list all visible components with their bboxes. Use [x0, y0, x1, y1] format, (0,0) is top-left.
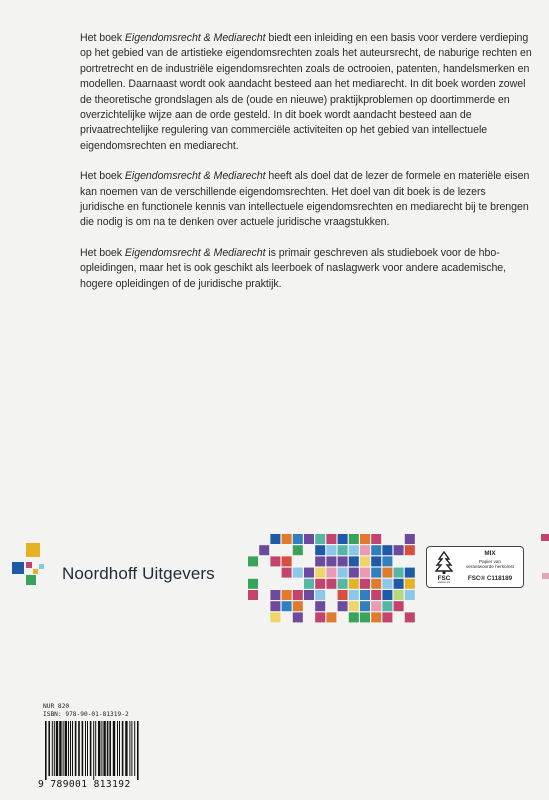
- mosaic-tile: [394, 590, 404, 600]
- fsc-certification-label: [426, 546, 524, 588]
- mosaic-tile: [293, 568, 303, 578]
- book-title: Eigendomsrecht & Mediarecht: [124, 32, 266, 44]
- barcode-bar: [109, 721, 111, 776]
- mosaic-tile: [293, 545, 303, 555]
- mosaic-tile: [360, 601, 370, 611]
- barcode-bar: [85, 721, 86, 776]
- mosaic-tile: [270, 556, 280, 566]
- mosaic-tile: [394, 579, 404, 589]
- mosaic-tile: [248, 579, 258, 589]
- mosaic-tile: [315, 601, 325, 611]
- mosaic-tile: [405, 545, 415, 555]
- mosaic-tile: [360, 556, 370, 566]
- mosaic-tile: [338, 579, 348, 589]
- barcode-bar: [98, 721, 100, 776]
- barcode-bar: [72, 721, 73, 776]
- blurb-p1-intro: Het boek: [80, 32, 125, 44]
- barcode-bar: [93, 721, 94, 780]
- mosaic-tile: [304, 590, 314, 600]
- barcode-bar: [52, 721, 53, 776]
- mosaic-tile: [405, 568, 415, 578]
- mosaic-tile: [371, 601, 381, 611]
- blurb-p1-body: biedt een inleiding en een basis voor verdere verdieping op het gebied van de artistieke eigendomsrechten zoals het auteursrecht, de naburige rechten en portretrecht en de industriële eigendomsrechten zoals de octrooien, patenten, handelsmerken en modellen. Daarnaast wordt ook aandacht besteed aan het mediarecht. In dit boek worden zowel de theoretische grondslagen als de (oude en nieuwe) praktijkproblemen op doortimmerde en overzichtelijke wijze aan de orde gesteld. In dit boek wordt aandacht besteed aan de privaatrechtelijke regulering van commerciële activiteiten op het gebied van intellectuele eigendomsrechten en mediarecht.: [80, 32, 532, 152]
- barcode-bar: [63, 721, 64, 776]
- mosaic-tile: [360, 612, 370, 622]
- mosaic-tile: [315, 545, 325, 555]
- barcode-bar: [78, 721, 80, 776]
- mosaic-tile: [338, 601, 348, 611]
- blurb-paragraph-2: [80, 169, 532, 231]
- mosaic-tile: [371, 568, 381, 578]
- barcode-bar: [87, 721, 88, 776]
- mosaic-tile: [371, 590, 381, 600]
- fsc-tree-logo-icon: [431, 550, 457, 583]
- mosaic-tile: [360, 590, 370, 600]
- barcode-digits: 9 789001 813192: [38, 779, 131, 790]
- barcode-bar: [101, 721, 102, 776]
- mosaic-tile: [394, 601, 404, 611]
- mosaic-tile: [360, 545, 370, 555]
- mosaic-tile: [248, 556, 258, 566]
- mosaic-tile: [315, 568, 325, 578]
- mosaic-tile: [371, 556, 381, 566]
- barcode-bar: [134, 721, 135, 776]
- barcode-bar: [117, 721, 118, 776]
- mosaic-tile: [338, 556, 348, 566]
- mosaic-tile: [304, 534, 314, 544]
- barcode-bar: [119, 721, 120, 776]
- mosaic-tile: [326, 612, 336, 622]
- mosaic-tile: [371, 534, 381, 544]
- mosaic-tile: [248, 590, 258, 600]
- mosaic-tile: [293, 612, 303, 622]
- mosaic-tile: [315, 612, 325, 622]
- mosaic-tile: [349, 612, 359, 622]
- noordhoff-logo-icon: [12, 543, 56, 587]
- mosaic-tile: [382, 545, 392, 555]
- mosaic-tile: [349, 590, 359, 600]
- barcode-bar: [113, 721, 115, 776]
- fsc-logo-text: FSC: [437, 575, 451, 582]
- barcode-bar: [59, 721, 61, 776]
- mosaic-tile: [360, 579, 370, 589]
- mosaic-tile: [293, 601, 303, 611]
- edge-color-mark: [541, 534, 549, 541]
- mosaic-tile: [405, 590, 415, 600]
- mosaic-tile: [349, 568, 359, 578]
- mosaic-tile: [282, 568, 292, 578]
- mosaic-tile: [382, 590, 392, 600]
- fsc-claim-line-2: verantwoorde herkomst: [465, 564, 514, 570]
- barcode-bar: [122, 721, 124, 776]
- mosaic-tile: [270, 601, 280, 611]
- fsc-site-text: www.fsc.org: [437, 582, 451, 583]
- mosaic-tile: [326, 568, 336, 578]
- mosaic-tile: [382, 568, 392, 578]
- mosaic-tile: [315, 579, 325, 589]
- mosaic-tile: [382, 601, 392, 611]
- publisher-name: Noordhoff Uitgevers: [62, 564, 215, 583]
- mosaic-tile: [338, 568, 348, 578]
- blurb-p3-body: is primair geschreven als studieboek voor de hbo-opleidingen, maar het is ook geschikt als leerboek of naslagwerk voor andere academische, hogere opleidingen of de juridische praktijk.: [80, 246, 507, 290]
- mosaic-tile: [338, 534, 348, 544]
- mosaic-tile: [371, 579, 381, 589]
- barcode-bar: [75, 721, 77, 776]
- barcode-bar: [70, 721, 71, 776]
- mosaic-tile: [360, 534, 370, 544]
- barcode-bar: [137, 721, 139, 780]
- barcode-bar: [125, 721, 127, 776]
- mosaic-tile: [382, 612, 392, 622]
- mosaic-tile: [394, 568, 404, 578]
- mosaic-tile: [293, 534, 303, 544]
- barcode-bar: [95, 721, 96, 776]
- back-cover-blurb: [80, 31, 532, 307]
- mosaic-tile: [315, 590, 325, 600]
- mosaic-tile: [282, 556, 292, 566]
- edge-color-mark: [542, 573, 549, 579]
- book-title: Eigendomsrecht & Mediarecht: [124, 246, 266, 259]
- color-mosaic-pattern: [248, 534, 416, 624]
- mosaic-tile: [382, 556, 392, 566]
- mosaic-tile: [315, 534, 325, 544]
- blurb-paragraph-1: [80, 31, 532, 154]
- barcode-bar: [131, 721, 132, 776]
- mosaic-tile: [394, 545, 404, 555]
- mosaic-tile: [326, 556, 336, 566]
- mosaic-tile: [349, 556, 359, 566]
- mosaic-tile: [338, 545, 348, 555]
- mosaic-tile: [315, 556, 325, 566]
- mosaic-tile: [326, 545, 336, 555]
- mosaic-tile: [349, 545, 359, 555]
- mosaic-tile: [405, 612, 415, 622]
- mosaic-tile: [349, 534, 359, 544]
- mosaic-tile: [349, 579, 359, 589]
- mosaic-tile: [338, 590, 348, 600]
- barcode-bar: [56, 721, 58, 776]
- barcode-bar: [45, 721, 47, 780]
- mosaic-tile: [270, 590, 280, 600]
- mosaic-tile: [405, 534, 415, 544]
- barcode-bar: [65, 721, 67, 776]
- mosaic-tile: [405, 579, 415, 589]
- mosaic-tile: [293, 590, 303, 600]
- barcode-bar: [129, 721, 130, 776]
- barcode-bar: [68, 721, 69, 776]
- mosaic-tile: [304, 579, 314, 589]
- blurb-p2-body: heeft als doel dat de lezer de formele en materiële eisen kan noemen van de verschillende eigendomsrechten. Het doel van dit boek is de lezers juridische en functionele kennis van intellectuele eigendomsrechten en mediarecht bij te brengen die nodig is om na te denken over actuele juridische vraagstukken.: [80, 170, 530, 229]
- barcode-bar: [82, 721, 84, 776]
- fsc-mix-label: MIX: [484, 550, 496, 557]
- mosaic-tile: [371, 545, 381, 555]
- mosaic-tile: [349, 601, 359, 611]
- mosaic-tile: [270, 612, 280, 622]
- mosaic-tile: [282, 534, 292, 544]
- barcode-bar: [54, 721, 55, 776]
- mosaic-tile: [382, 579, 392, 589]
- blurb-paragraph-3: [80, 246, 532, 292]
- mosaic-tile: [360, 568, 370, 578]
- blurb-p3-intro: Het boek: [80, 246, 125, 259]
- nur-code: NUR 820: [43, 703, 70, 710]
- mosaic-tile: [282, 590, 292, 600]
- mosaic-tile: [270, 534, 280, 544]
- mosaic-tile: [326, 534, 336, 544]
- mosaic-tile: [304, 568, 314, 578]
- fsc-claim-line-1: Papier van: [479, 559, 501, 564]
- blurb-p2-intro: Het boek: [80, 170, 125, 183]
- mosaic-tile: [282, 601, 292, 611]
- mosaic-tile: [371, 612, 381, 622]
- book-title: Eigendomsrecht & Mediarecht: [124, 170, 266, 183]
- barcode-bar: [90, 721, 92, 776]
- mosaic-tile: [259, 545, 269, 555]
- barcode-bar: [107, 721, 109, 776]
- barcode-bar: [48, 721, 50, 776]
- book-codes: [43, 703, 129, 719]
- mosaic-tile: [326, 579, 336, 589]
- isbn-code: ISBN: 978-90-01-81319-2: [43, 711, 129, 718]
- isbn-barcode: [43, 721, 141, 780]
- barcode-bar: [103, 721, 105, 776]
- fsc-license-code: FSC® C118189: [467, 575, 513, 582]
- fsc-claim: [459, 559, 521, 569]
